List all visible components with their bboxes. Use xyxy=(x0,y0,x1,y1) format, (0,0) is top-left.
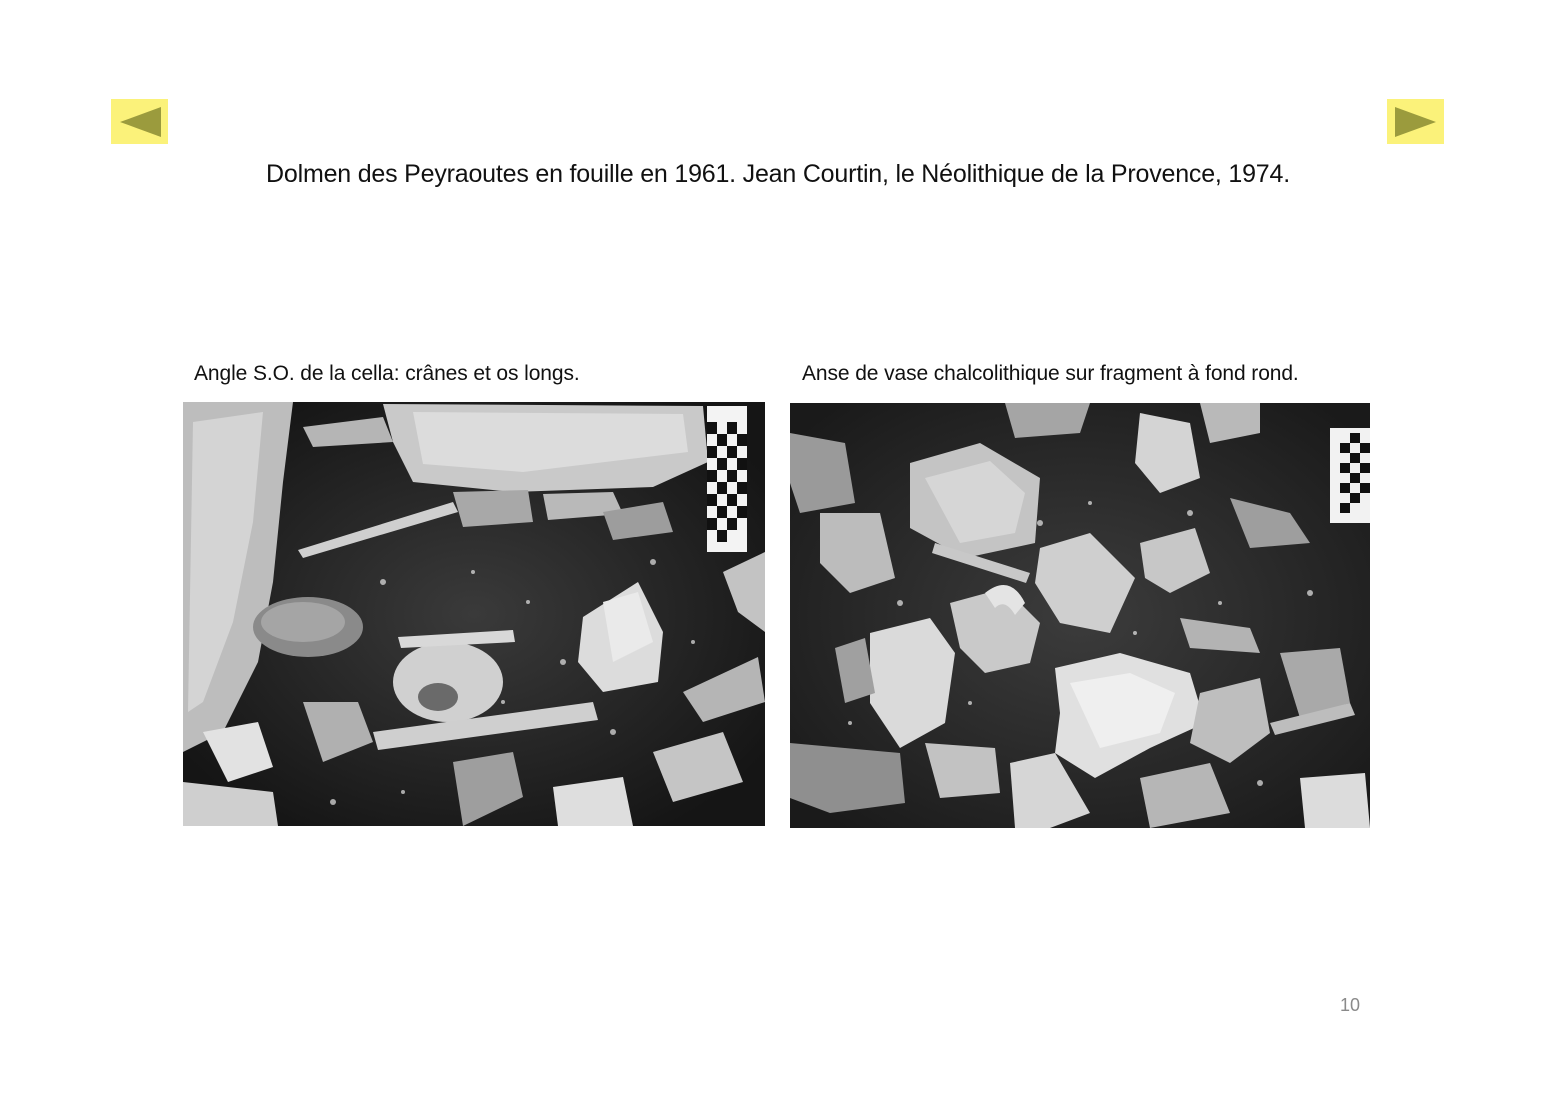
page-number: 10 xyxy=(1340,995,1361,1015)
photo-caption-right: Anse de vase chalcolithique sur fragment à fond rond. xyxy=(802,362,1299,385)
right-triangle-icon xyxy=(1393,105,1439,139)
excavation-photo-pottery-handle xyxy=(790,403,1370,828)
left-triangle-icon xyxy=(117,105,163,139)
slide-title: Dolmen des Peyraoutes en fouille en 1961. Jean Courtin, le Néolithique de la Provence, 1974. xyxy=(266,160,1290,188)
excavation-photo-skulls-bones xyxy=(183,402,765,826)
photo-caption-left: Angle S.O. de la cella: crânes et os longs. xyxy=(194,362,580,385)
next-slide-button[interactable] xyxy=(1387,99,1444,144)
previous-slide-button[interactable] xyxy=(111,99,168,144)
